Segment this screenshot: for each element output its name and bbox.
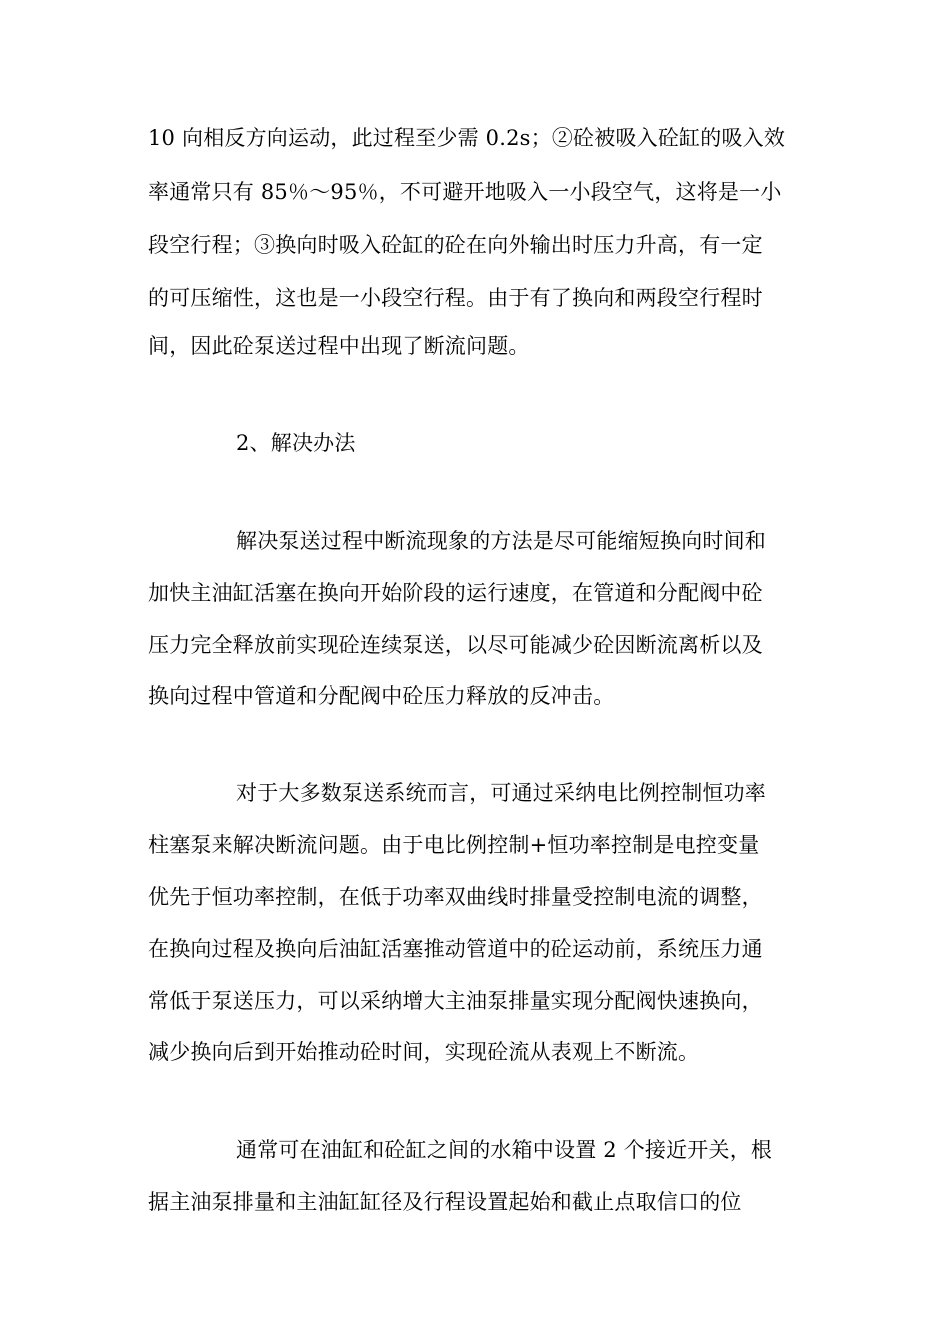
paragraph-3-line-6: 减少换向后到开始推动砼时间，实现砼流从表观上不断流。 bbox=[148, 1040, 700, 1064]
paragraph-3-line-2: 柱塞泵来解决断流问题。由于电比例控制+恒功率控制是电控变量 bbox=[148, 833, 760, 857]
paragraph-3-line-3: 优先于恒功率控制，在低于功率双曲线时排量受控制电流的调整， bbox=[148, 885, 763, 909]
paragraph-2-line-2: 加快主油缸活塞在换向开始阶段的运行速度，在管道和分配阀中砼 bbox=[148, 581, 763, 605]
paragraph-4-line-2: 据主油泵排量和主油缸缸径及行程设置起始和截止点取信口的位 bbox=[148, 1190, 742, 1214]
paragraph-3-line-1: 对于大多数泵送系统而言，可通过采纳电比例控制恒功率 bbox=[236, 781, 766, 805]
paragraph-1-line-3: 段空行程；③换向时吸入砼缸的砼在向外输出时压力升高，有一定 bbox=[148, 233, 763, 257]
paragraph-1-line-4: 的可压缩性，这也是一小段空行程。由于有了换向和两段空行程时 bbox=[148, 286, 763, 310]
section-heading: 2、解决办法 bbox=[236, 431, 356, 455]
paragraph-2-line-4: 换向过程中管道和分配阀中砼压力释放的反冲击。 bbox=[148, 684, 615, 708]
paragraph-1-line-2: 率通常只有 85％～95％，不可避开地吸入一小段空气，这将是一小 bbox=[148, 180, 782, 204]
paragraph-2-line-1: 解决泵送过程中断流现象的方法是尽可能缩短换向时间和 bbox=[236, 529, 766, 553]
paragraph-3-line-5: 常低于泵送压力，可以采纳增大主油泵排量实现分配阀快速换向， bbox=[148, 989, 763, 1013]
paragraph-3-line-4: 在换向过程及换向后油缸活塞推动管道中的砼运动前，系统压力通 bbox=[148, 937, 763, 961]
paragraph-2-line-3: 压力完全释放前实现砼连续泵送，以尽可能减少砼因断流离析以及 bbox=[148, 633, 763, 657]
paragraph-1-line-1: 10 向相反方向运动，此过程至少需 0.2s；②砼被吸入砼缸的吸入效 bbox=[148, 126, 786, 150]
paragraph-1-line-5: 间，因此砼泵送过程中出现了断流问题。 bbox=[148, 334, 530, 358]
paragraph-4-line-1: 通常可在油缸和砼缸之间的水箱中设置 2 个接近开关，根 bbox=[236, 1138, 773, 1162]
